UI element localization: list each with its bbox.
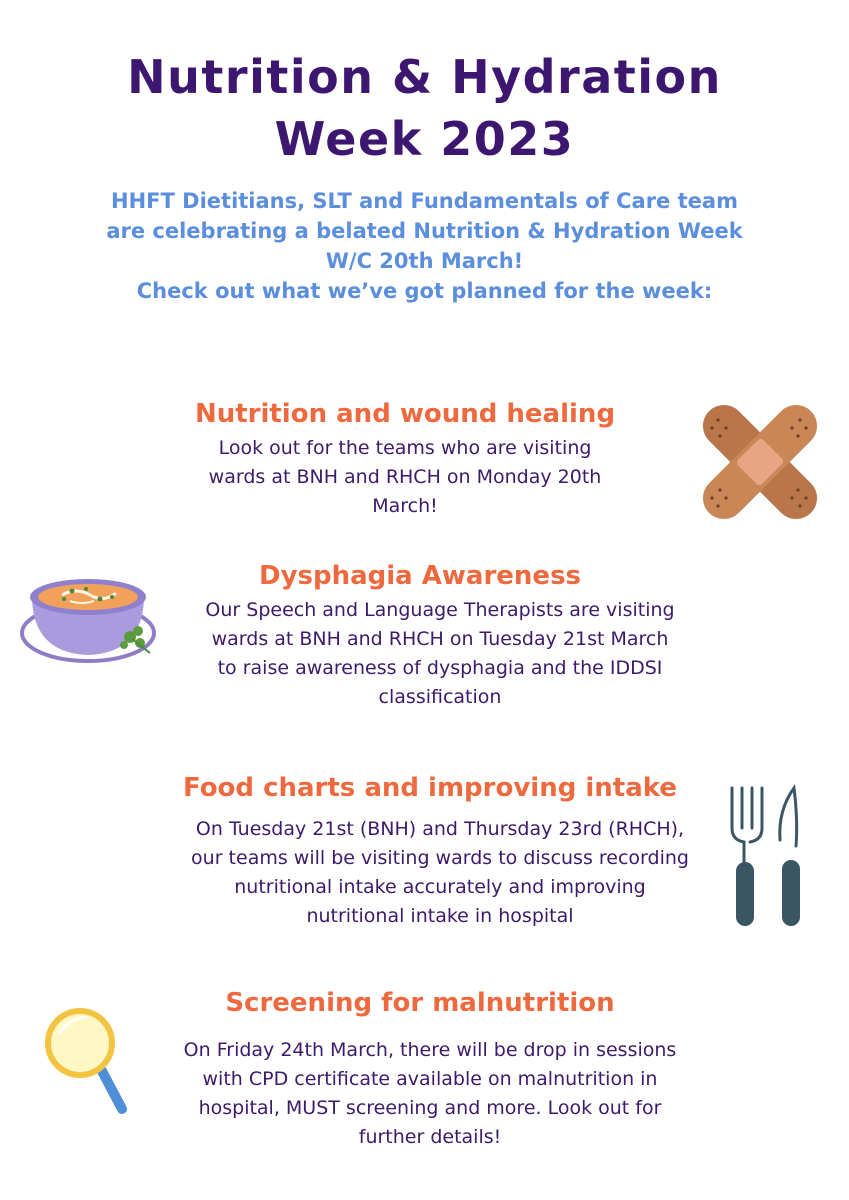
section-body-wound-healing: Look out for the teams who are visiting wards at BNH and RHCH on Monday 20th March!: [208, 437, 602, 517]
section-title-food-charts: Food charts and improving intake: [182, 773, 677, 803]
magnifying-glass-icon: [40, 1005, 140, 1120]
title-line-2: Week 2023: [274, 112, 575, 166]
section-title-wound-healing: Nutrition and wound healing: [194, 399, 616, 429]
soup-bowl-icon: [20, 565, 160, 670]
intro-line: HHFT Dietitians, SLT and Fundamentals of Care team: [111, 189, 738, 213]
intro-text: [60, 186, 789, 306]
intro-line: Check out what we’ve got planned for the week:: [136, 279, 713, 303]
section-body-screening: On Friday 24th March, there will be drop in sessions with CPD certificate available on malnutrition in hospital, MUST screening and more. Look out for further details!: [183, 1039, 677, 1148]
fork-and-knife-icon: [722, 780, 812, 930]
section-title-dysphagia: Dysphagia Awareness: [258, 561, 582, 591]
bandage-icon: [690, 395, 830, 530]
section-body-food-charts: On Tuesday 21st (BNH) and Thursday 23rd (RHCH), our teams will be visiting wards to discuss recording nutritional intake accurately and improving nutritional intake in hospital: [191, 818, 689, 927]
intro-line: W/C 20th March!: [325, 249, 524, 273]
page-title: [0, 46, 849, 170]
intro-line: are celebrating a belated Nutrition & Hydration Week: [106, 219, 743, 243]
section-title-screening: Screening for malnutrition: [225, 988, 615, 1018]
title-line-1: Nutrition & Hydration: [127, 50, 722, 104]
section-body-dysphagia: Our Speech and Language Therapists are visiting wards at BNH and RHCH on Tuesday 21st March to raise awareness of dysphagia and the IDDSI classification: [205, 599, 675, 708]
